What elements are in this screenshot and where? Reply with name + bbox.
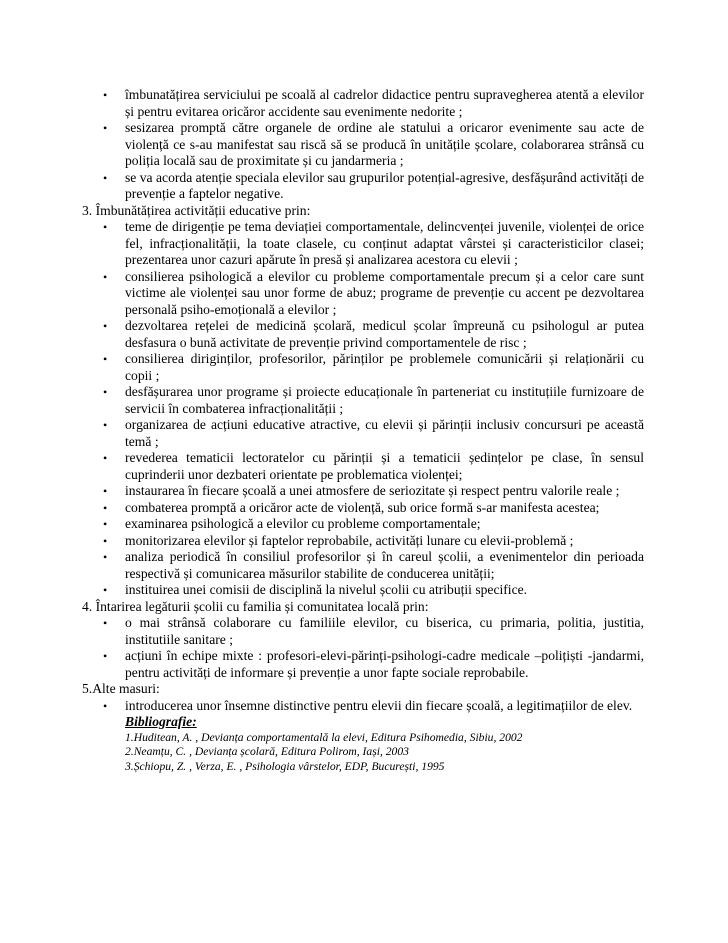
bullet-item: • instaurarea în fiecare școală a unei atmosfere de seriozitate și respect pentru valorile reale ;: [103, 483, 620, 498]
bullet-item: • acțiuni în echipe mixte : profesori-elevi-părinți-psihologi-cadre medicale –polițiști -jandarmi, pentru activități de informare și prevenție a unor fapte sociale reprobabile.: [103, 648, 644, 680]
bullet-item: • analiza periodică în consiliul profesorilor și în careul școlii, a evenimentelor din perioada respectivă și comunicarea măsurilor stabilite de conducerea unității;: [103, 549, 644, 581]
bibliography-entry: 3.Șchiopu, Z. , Verza, E. , Psihologia vârstelor, EDP, București, 1995: [125, 759, 445, 773]
bullet-item: • consilierea diriginților, profesorilor, părinților pe problemele comunicării și relaționării cu copii ;: [103, 351, 644, 383]
bullet-icon: •: [103, 88, 108, 102]
bibliography-title: Bibliografie:: [125, 714, 197, 729]
bullet-item: • revederea tematicii lectoratelor cu părinții și a tematicii ședințelor pe clase, în sensul cuprinderii unor dezbateri orientate pe problematica violenței;: [103, 450, 644, 482]
bullet-item: • organizarea de acțiuni educative atractive, cu elevii și părinții inclusiv concursuri pe această temă ;: [103, 417, 644, 449]
bullet-item: • introducerea unor însemne distinctive pentru elevii din fiecare școală, a legitimațiilor de elev.: [103, 697, 633, 713]
bullet-icon: •: [103, 533, 108, 548]
bullet-item: • o mai strânsă colaborare cu familiile elevilor, cu biserica, cu primaria, politia, justitia, institutiile sanitare ;: [103, 615, 644, 647]
bullet-icon: •: [103, 418, 108, 432]
bullet-icon: •: [103, 451, 108, 465]
section-5-heading: 5.Alte masuri:: [82, 681, 160, 696]
bullet-icon: •: [103, 352, 108, 366]
bullet-item: • desfășurarea unor programe și proiecte educaționale în parteneriat cu instituțiile furnizoare de servicii în combaterea infracționalității ;: [103, 384, 644, 416]
bullet-icon: •: [103, 550, 108, 564]
bullet-icon: •: [103, 517, 108, 531]
bullet-icon: •: [103, 649, 108, 663]
bullet-icon: •: [103, 484, 108, 498]
section-4-heading: 4. Întarirea legăturii școlii cu familia și comunitatea locală prin:: [82, 598, 429, 614]
bullet-item: • examinarea psihologică a elevilor cu probleme comportamentale;: [103, 516, 481, 531]
bullet-icon: •: [103, 616, 108, 630]
bibliography-entry: 2.Neamțu, C. , Devianța școlară, Editura Polirom, Iași, 2003: [125, 745, 409, 758]
bullet-icon: •: [103, 500, 108, 515]
bullet-item: • monitorizarea elevilor și faptelor reprobabile, activități lunare cu elevii-problemă ;: [103, 532, 574, 548]
bullet-item: • sesizarea promptă către organele de ordine ale statului a oricaror evenimente sau acte de violență ce s-au manifestat sau riscă să se producă în unitățile școlare, colaborarea strânsă cu poliția locală sau de proximitate și cu jandarmeria ;: [103, 120, 644, 168]
bullet-item: • combaterea promptă a oricăror acte de violență, sub orice formă s-ar manifesta acestea;: [103, 499, 600, 515]
bullet-item: • îmbunatățirea serviciului pe scoală al cadrelor didactice pentru supravegherea atentă a elevilor și pentru evitarea oricăror accidente sau evenimente nedorite ;: [103, 87, 644, 119]
section-3-heading: 3. Îmbunătățirea activității educative prin:: [82, 202, 311, 218]
bullet-item: • consilierea psihologică a elevilor cu probleme comportamentale precum și a celor care sunt victime ale violenței sau unor forme de abuz; programe de prevenție cu accent pe dezvoltarea personală psiho-emoțională a elevilor ;: [103, 268, 644, 317]
bibliography-entry: 1.Huditean, A. , Devianța comportamentală la elevi, Editura Psihomedia, Sibiu, 2002: [125, 730, 523, 744]
bullet-icon: •: [103, 269, 108, 284]
bullet-item: • instituirea unei comisii de disciplină la nivelul școlii cu atribuții specifice.: [103, 582, 528, 597]
bullet-icon: •: [103, 319, 108, 333]
bullet-icon: •: [103, 220, 108, 234]
bullet-icon: •: [103, 583, 108, 597]
bullet-icon: •: [103, 698, 108, 713]
bullet-item: • dezvoltarea rețelei de medicină școlară, medicul școlar împreună cu psihologul ar putea desfasura o bună activitate de prevenție privind comportamentele de risc ;: [103, 318, 644, 350]
bullet-icon: •: [103, 170, 108, 185]
bibliography: [82, 714, 644, 774]
bullet-icon: •: [103, 121, 108, 135]
bullet-item: • se va acorda atenție speciala elevilor sau grupurilor potențial-agresive, desfășurând activități de prevenție a faptelor negative.: [103, 169, 644, 201]
bullet-item: • teme de dirigenție pe tema deviației comportamentale, delincvenței juvenile, violenței de orice fel, infracționalității, la toate clasele, cu conținut adaptat vârstei și caracteristicilor clasei; prezentarea unor cazuri apărute în presă și analizarea acestora cu elevii ;: [103, 219, 644, 267]
document-body: [82, 87, 644, 774]
bullet-icon: •: [103, 385, 108, 399]
